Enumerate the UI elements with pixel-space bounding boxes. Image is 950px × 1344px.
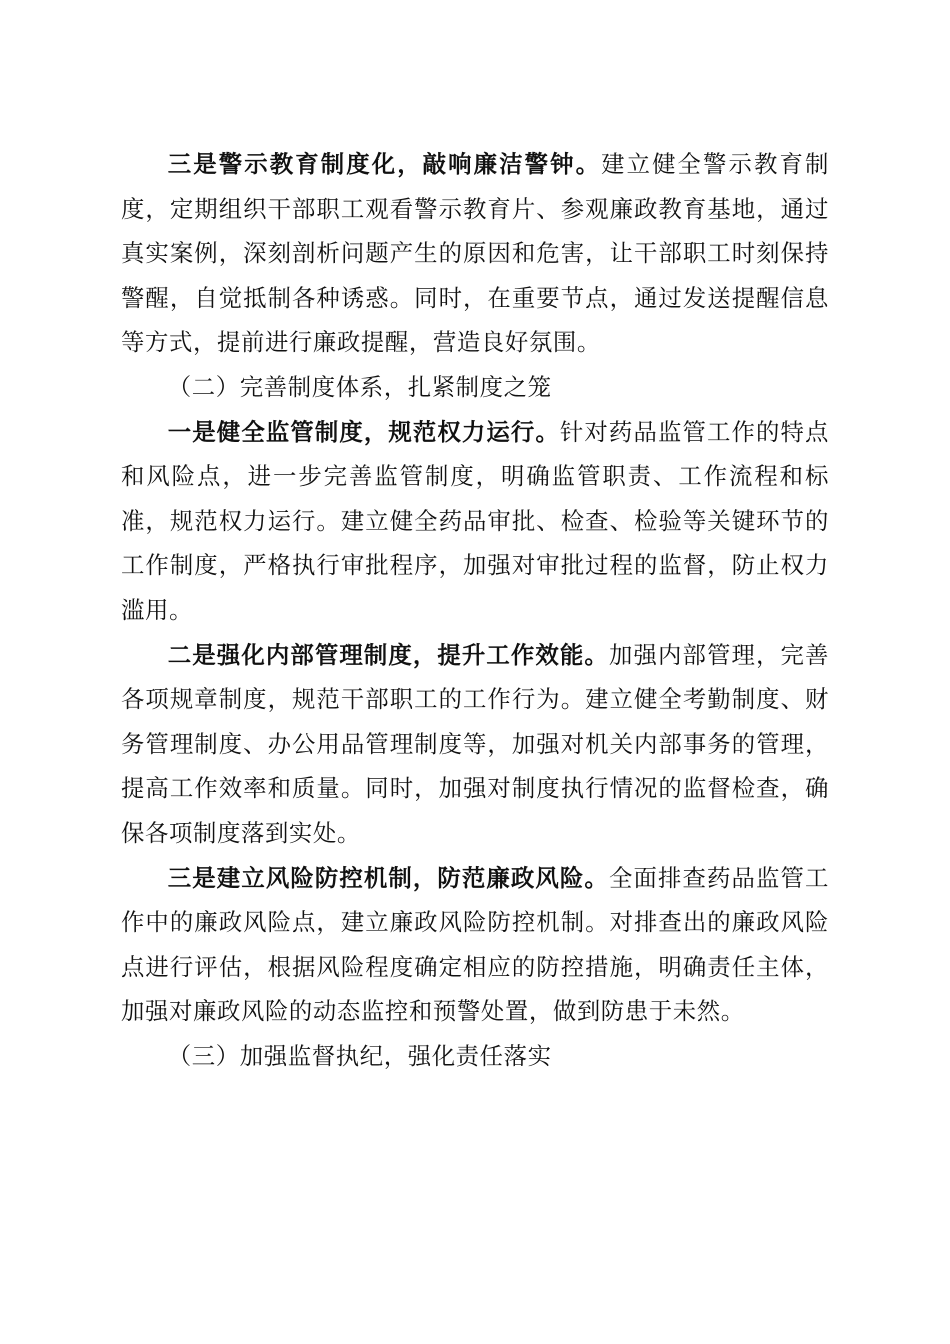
section-heading-2: （二）完善制度体系，扎紧制度之笼 — [167, 372, 552, 401]
paragraph-risk-control — [121, 856, 829, 1034]
paragraph-supervision-system — [121, 410, 829, 633]
paragraph-text: 建立健全警示教育制度，定期组织干部职工观看警示教育片、参观廉政教育基地，通过真实案例，深刻剖析问题产生的原因和危害，让干部职工时刻保持警醒，自觉抵制各种诱惑。同时，在重要节点，通过发送提醒信息等方式，提前进行廉政提醒，营造良好氛围。 — [121, 150, 829, 357]
section-heading-3: （三）加强监督执纪，强化责任落实 — [167, 1041, 552, 1070]
paragraph-warning-education — [121, 142, 829, 365]
paragraph-text: 全面排查药品监管工作中的廉政风险点，建立廉政风险防控机制。对排查出的廉政风险点进行评估，根据风险程度确定相应的防控措施，明确责任主体，加强对廉政风险的动态监控和预警处置，做到防患于未然。 — [121, 863, 829, 1026]
paragraph-internal-management — [121, 633, 829, 856]
document-body — [121, 142, 829, 1078]
paragraph-lead: 三是建立风险防控机制，防范廉政风险。 — [167, 863, 609, 892]
paragraph-text: 加强内部管理，完善各项规章制度，规范干部职工的工作行为。建立健全考勤制度、财务管理制度、办公用品管理制度等，加强对机关内部事务的管理，提高工作效率和质量。同时，加强对制度执行情况的监督检查，确保各项制度落到实处。 — [121, 640, 829, 847]
paragraph-lead: 三是警示教育制度化，敲响廉洁警钟。 — [167, 150, 602, 178]
paragraph-lead: 二是强化内部管理制度，提升工作效能。 — [167, 640, 609, 669]
paragraph-lead: 一是健全监管制度，规范权力运行。 — [167, 417, 560, 446]
paragraph-text: 针对药品监管工作的特点和风险点，进一步完善监管制度，明确监管职责、工作流程和标准，规范权力运行。建立健全药品审批、检查、检验等关键环节的工作制度，严格执行审批程序，加强对审批过程的监督，防止权力滥用。 — [121, 417, 829, 624]
